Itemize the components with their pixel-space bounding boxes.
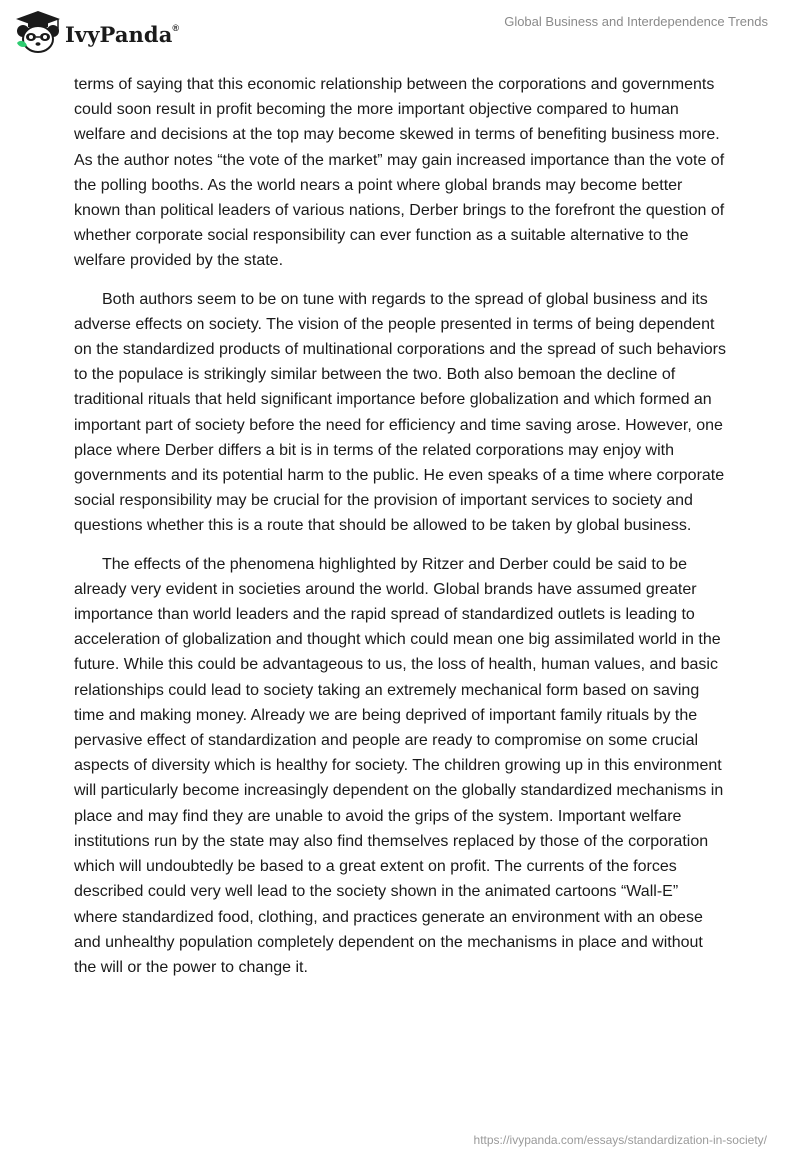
ivypanda-logo[interactable] xyxy=(14,10,179,54)
source-url[interactable]: https://ivypanda.com/essays/standardization-in-society/ xyxy=(473,1133,767,1147)
paragraph-1: terms of saying that this economic relationship between the corporations and governments could soon result in profit becoming the more important objective compared to human welfare and decisions at the top may become skewed in terms of benefiting business more. As the author notes “the vote of the market” may gain increased importance than the vote of the polling booths. As the world nears a point where global brands may become better known than political leaders of various nations, Derber brings to the forefront the question of whether corporate social responsibility can ever function as a suitable alternative to the welfare provided by the state. xyxy=(74,76,725,270)
document-title: Global Business and Interdependence Trends xyxy=(504,14,768,29)
paragraph-3: The effects of the phenomena highlighted by Ritzer and Derber could be said to be already very evident in societies around the world. Global brands have assumed greater importance than world leaders and the rapid spread of standardized outlets is leading to acceleration of globalization and thought which could mean one big assimilated world in the future. While this could be advantageous to us, the loss of health, human values, and basic relationships could lead to society taking an extremely mechanical form based on saving time and making money. Already we are being deprived of important family rituals by the pervasive effect of standardization and people are ready to compromise on some crucial aspects of diversity which is healthy for society. The children growing up in this environment will particularly become increasingly dependent on the globally standardized mechanisms in place and may find they are unable to avoid the grips of the system. Important welfare institutions run by the state may also find themselves replaced by those of the corporation which will undoubtedly be based to a great extent on profit. The currents of the forces described could very well lead to the society shown in the animated cartoons “Wall-E” where standardized food, clothing, and practices generate an environment with an obese and unhealthy population completely dependent on the mechanisms in place and without the will or the power to change it. xyxy=(74,555,724,976)
page-header xyxy=(0,0,800,66)
brand-name: IvyPanda® xyxy=(65,21,180,47)
paragraph-2: Both authors seem to be on tune with regards to the spread of global business and its adverse effects on society. The vision of the people presented in terms of being dependent on the standardized products of multinational corporations and the spread of such behaviors to the populace is strikingly similar between the two. Both also bemoan the decline of traditional rituals that held significant importance before globalization and which formed an important part of society before the need for efficiency and time saving arose. However, one place where Derber differs a bit is in terms of the related corporations may enjoy with governments and its potential harm to the public. He even speaks of a time where corporate social responsibility may be crucial for the provision of important services to society and questions whether this is a route that should be allowed to be taken by global business. xyxy=(74,290,726,535)
panda-graduate-icon xyxy=(14,10,62,54)
essay-body xyxy=(74,72,726,993)
